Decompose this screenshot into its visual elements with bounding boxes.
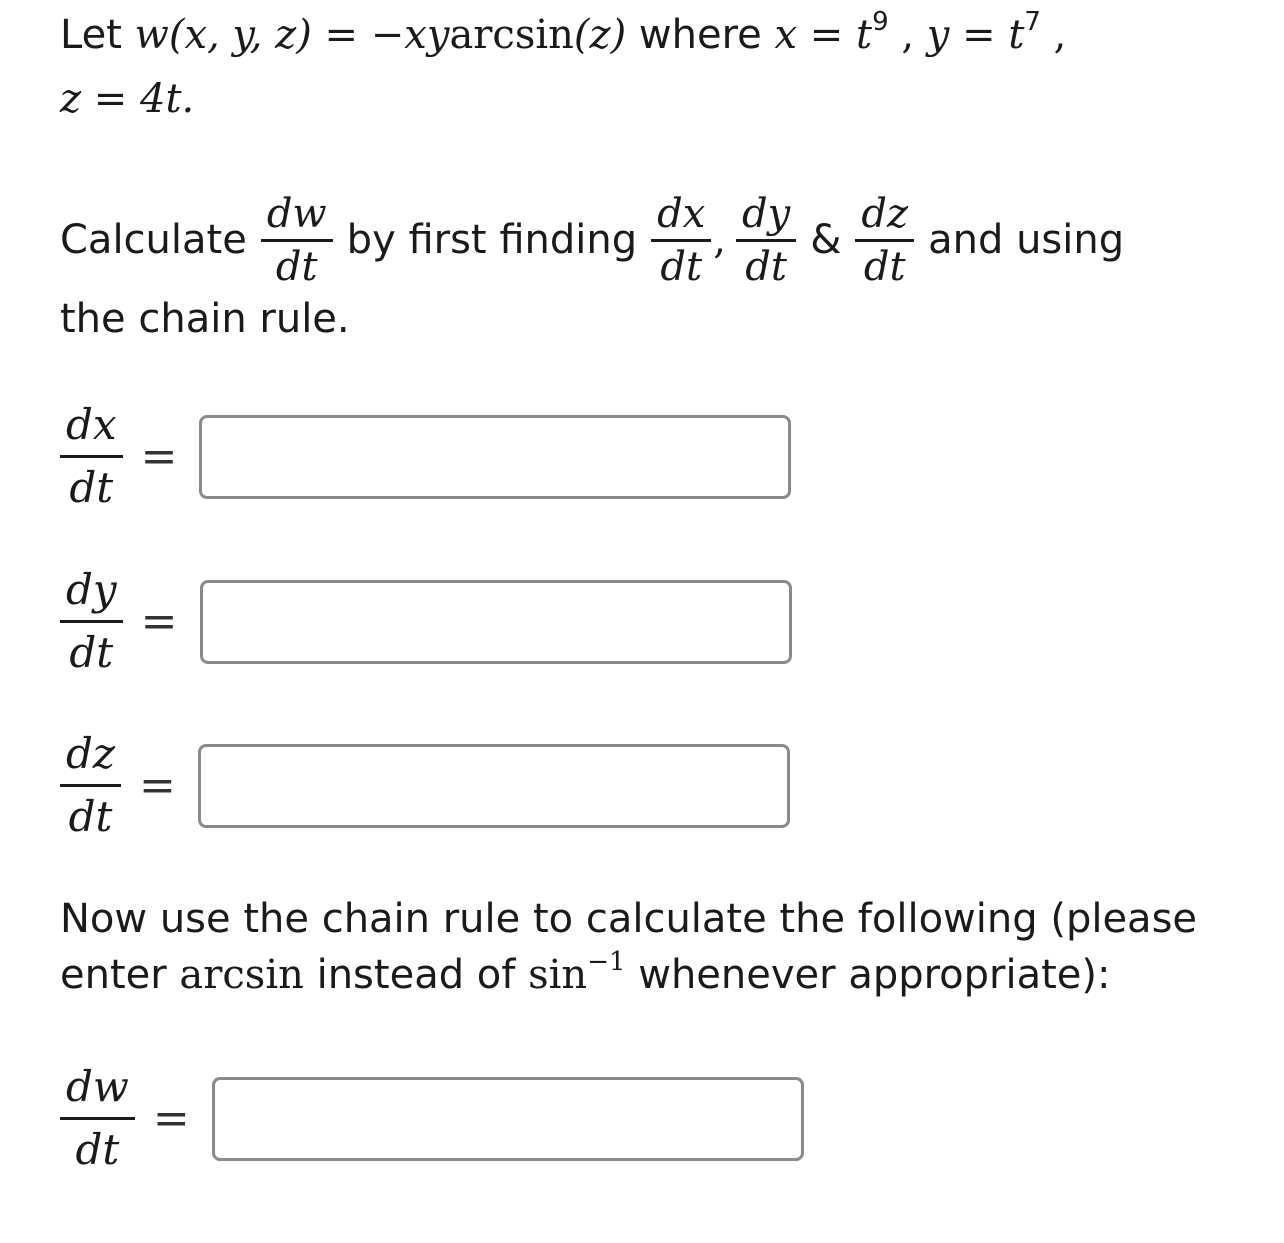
dy-dt-fraction [736, 189, 796, 292]
sin-text: sin [528, 952, 588, 998]
fraction-numerator: dx [66, 400, 117, 449]
expr-prefix: −xy [370, 12, 450, 58]
let-word: Let [60, 12, 122, 58]
fraction-denominator: dt [275, 243, 318, 290]
arcsin-text: arcsin [179, 952, 304, 998]
answer-row-dw-dt [60, 1057, 804, 1180]
dw-dt-answer-input[interactable] [212, 1077, 804, 1161]
x-definition: x = t [774, 12, 873, 58]
fraction-denominator: dt [660, 243, 703, 290]
fraction-numerator: dw [266, 190, 327, 237]
ampersand: & [810, 217, 842, 263]
dy-dt-answer-input[interactable] [200, 580, 792, 664]
equals-sign: = [152, 1093, 190, 1144]
and-using-text: and using [928, 217, 1125, 263]
fraction-denominator: dt [75, 1125, 120, 1174]
dz-dt-answer-input[interactable] [198, 744, 790, 828]
fraction-numerator: dz [66, 729, 116, 778]
calculate-instruction [60, 180, 1138, 300]
fraction-denominator: dt [745, 243, 787, 290]
answer-row-dx-dt [60, 395, 791, 518]
whenever-text: whenever appropriate): [638, 952, 1111, 998]
chain-rule-text: the chain rule. [60, 296, 350, 342]
fraction-denominator: dt [69, 628, 114, 677]
comma: , [713, 217, 727, 263]
y-definition: y = t [926, 12, 1025, 58]
equals-sign: = [139, 760, 176, 811]
arcsin-text: arcsin [449, 12, 574, 58]
comma: , [901, 12, 915, 58]
dz-dt-label [60, 724, 121, 847]
fraction-denominator: dt [69, 463, 114, 512]
answer-row-dy-dt [60, 560, 792, 683]
by-first-finding-text: by first finding [346, 217, 638, 263]
problem-statement-line-1 [60, 7, 1067, 58]
z-definition: z = 4t. [60, 76, 195, 122]
instead-of-text: instead of [316, 952, 516, 998]
dx-dt-fraction [651, 189, 711, 292]
inverse-exponent: −1 [587, 947, 626, 977]
chain-rule-instruction-line-1: Now use the chain rule to calculate the following (please [60, 896, 1198, 942]
calculate-word: Calculate [60, 217, 247, 263]
answer-row-dz-dt [60, 724, 790, 847]
fraction-numerator: dy [66, 565, 117, 614]
x-exponent: 9 [872, 7, 889, 37]
function-w: w(x, y, z) [134, 12, 312, 58]
y-exponent: 7 [1024, 7, 1041, 37]
fraction-numerator: dw [66, 1062, 129, 1111]
chain-rule-instruction-line-2 [60, 947, 1111, 998]
comma: , [1053, 12, 1067, 58]
dx-dt-label [60, 395, 123, 518]
equals-sign: = [140, 596, 178, 647]
dx-dt-answer-input[interactable] [199, 415, 791, 499]
dy-dt-label [60, 560, 123, 683]
fraction-numerator: dy [742, 190, 791, 237]
enter-word: enter [60, 952, 167, 998]
dw-dt-label [60, 1057, 135, 1180]
fraction-numerator: dx [657, 190, 706, 237]
where-word: where [638, 12, 762, 58]
equals-sign: = [140, 431, 178, 482]
dz-dt-fraction [855, 189, 914, 292]
equals-sign: = [324, 12, 359, 58]
problem-statement-line-2 [60, 76, 194, 122]
fraction-numerator: dz [861, 190, 909, 237]
dw-dt-fraction [261, 189, 333, 292]
fraction-denominator: dt [68, 792, 113, 841]
fraction-denominator: dt [863, 243, 906, 290]
arcsin-arg: (z) [573, 12, 627, 58]
